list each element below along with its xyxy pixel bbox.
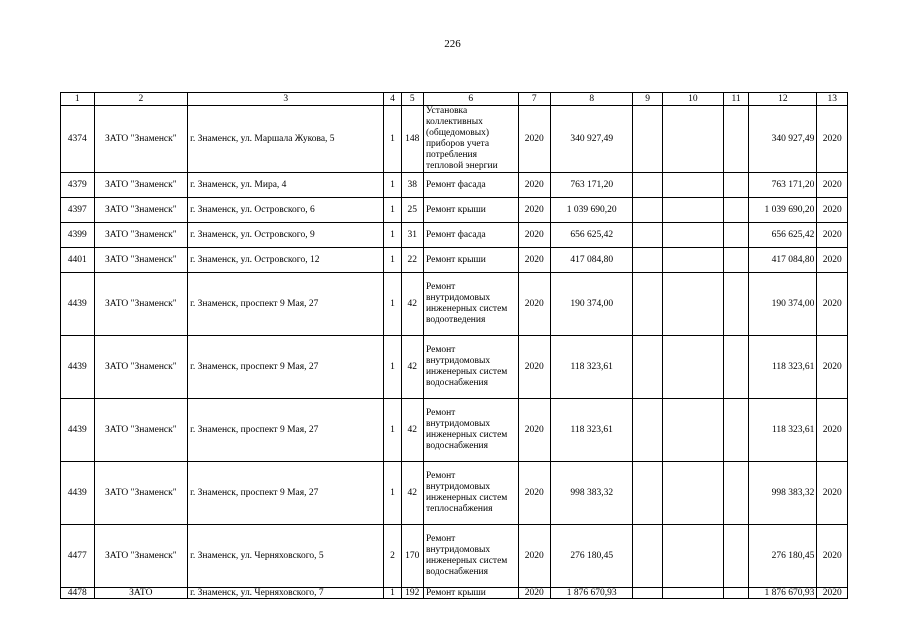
- row-number-cell: 4477: [61, 525, 95, 588]
- municipality-cell: ЗАТО "Знаменск": [94, 198, 188, 223]
- row-number-cell: 4399: [61, 223, 95, 248]
- amount-cell: 190 374,00: [551, 273, 633, 336]
- column-11-cell: [723, 336, 748, 399]
- work-type-cell: Ремонт фасада: [423, 173, 518, 198]
- column-10-cell: [662, 173, 723, 198]
- address-cell: г. Знаменск, ул. Маршала Жукова, 5: [188, 106, 384, 173]
- column-5-cell: 42: [401, 273, 423, 336]
- municipality-cell: ЗАТО "Знаменск": [94, 399, 188, 462]
- total-amount-cell: 118 323,61: [749, 336, 817, 399]
- column-10-cell: [662, 462, 723, 525]
- year-cell: 2020: [518, 525, 551, 588]
- table-row: [61, 336, 848, 399]
- row-number-cell: 4478: [61, 588, 95, 599]
- amount-cell: 417 084,80: [551, 248, 633, 273]
- column-4-cell: 1: [384, 223, 401, 248]
- table-row: [61, 106, 848, 173]
- municipality-cell: ЗАТО "Знаменск": [94, 273, 188, 336]
- column-4-cell: 1: [384, 198, 401, 223]
- total-amount-cell: 417 084,80: [749, 248, 817, 273]
- column-header: 10: [662, 93, 723, 106]
- amount-cell: 1 039 690,20: [551, 198, 633, 223]
- column-header: 11: [723, 93, 748, 106]
- table-row: [61, 248, 848, 273]
- work-type-cell: Ремонт внутридомовых инженерных систем водоотведения: [423, 273, 518, 336]
- column-11-cell: [723, 248, 748, 273]
- municipality-cell: ЗАТО "Знаменск": [94, 248, 188, 273]
- row-number-cell: 4374: [61, 106, 95, 173]
- address-cell: г. Знаменск, проспект 9 Мая, 27: [188, 399, 384, 462]
- column-header: 13: [817, 93, 848, 106]
- column-10-cell: [662, 525, 723, 588]
- column-9-cell: [633, 588, 662, 599]
- total-amount-cell: 276 180,45: [749, 525, 817, 588]
- column-5-cell: 42: [401, 399, 423, 462]
- column-10-cell: [662, 106, 723, 173]
- end-year-cell: 2020: [817, 273, 848, 336]
- year-cell: 2020: [518, 106, 551, 173]
- end-year-cell: 2020: [817, 399, 848, 462]
- column-9-cell: [633, 223, 662, 248]
- column-4-cell: 1: [384, 336, 401, 399]
- column-9-cell: [633, 173, 662, 198]
- row-number-cell: 4439: [61, 336, 95, 399]
- year-cell: 2020: [518, 336, 551, 399]
- column-5-cell: 25: [401, 198, 423, 223]
- total-amount-cell: 1 039 690,20: [749, 198, 817, 223]
- work-type-cell: Установка коллективных (общедомовых) приборов учета потребления тепловой энергии: [423, 106, 518, 173]
- end-year-cell: 2020: [817, 336, 848, 399]
- column-4-cell: 1: [384, 248, 401, 273]
- column-4-cell: 1: [384, 273, 401, 336]
- end-year-cell: 2020: [817, 198, 848, 223]
- column-10-cell: [662, 273, 723, 336]
- municipality-cell: ЗАТО "Знаменск": [94, 525, 188, 588]
- table-row: [61, 399, 848, 462]
- column-9-cell: [633, 462, 662, 525]
- work-type-cell: Ремонт фасада: [423, 223, 518, 248]
- column-5-cell: 192: [401, 588, 423, 599]
- year-cell: 2020: [518, 462, 551, 525]
- column-number-row: [61, 93, 848, 106]
- column-10-cell: [662, 588, 723, 599]
- column-10-cell: [662, 223, 723, 248]
- column-11-cell: [723, 223, 748, 248]
- year-cell: 2020: [518, 173, 551, 198]
- municipality-cell: ЗАТО "Знаменск": [94, 462, 188, 525]
- total-amount-cell: 1 876 670,93: [749, 588, 817, 599]
- municipality-cell: ЗАТО "Знаменск": [94, 106, 188, 173]
- column-11-cell: [723, 525, 748, 588]
- column-header: 9: [633, 93, 662, 106]
- address-cell: г. Знаменск, ул. Островского, 9: [188, 223, 384, 248]
- address-cell: г. Знаменск, ул. Островского, 6: [188, 198, 384, 223]
- column-4-cell: 1: [384, 399, 401, 462]
- column-11-cell: [723, 106, 748, 173]
- column-11-cell: [723, 198, 748, 223]
- column-5-cell: 170: [401, 525, 423, 588]
- total-amount-cell: 656 625,42: [749, 223, 817, 248]
- table-row: [61, 462, 848, 525]
- column-header: 7: [518, 93, 551, 106]
- row-number-cell: 4379: [61, 173, 95, 198]
- total-amount-cell: 190 374,00: [749, 273, 817, 336]
- municipality-cell: ЗАТО "Знаменск": [94, 336, 188, 399]
- amount-cell: 276 180,45: [551, 525, 633, 588]
- column-4-cell: 1: [384, 106, 401, 173]
- work-type-cell: Ремонт внутридомовых инженерных систем теплоснабжения: [423, 462, 518, 525]
- column-10-cell: [662, 198, 723, 223]
- column-header: 5: [401, 93, 423, 106]
- work-type-cell: Ремонт крыши: [423, 588, 518, 599]
- year-cell: 2020: [518, 588, 551, 599]
- table-row: [61, 588, 848, 599]
- address-cell: г. Знаменск, проспект 9 Мая, 27: [188, 273, 384, 336]
- address-cell: г. Знаменск, проспект 9 Мая, 27: [188, 462, 384, 525]
- total-amount-cell: 998 383,32: [749, 462, 817, 525]
- column-4-cell: 1: [384, 173, 401, 198]
- total-amount-cell: 340 927,49: [749, 106, 817, 173]
- column-header: 1: [61, 93, 95, 106]
- end-year-cell: 2020: [817, 173, 848, 198]
- end-year-cell: 2020: [817, 462, 848, 525]
- amount-cell: 118 323,61: [551, 399, 633, 462]
- column-9-cell: [633, 525, 662, 588]
- amount-cell: 763 171,20: [551, 173, 633, 198]
- column-5-cell: 148: [401, 106, 423, 173]
- column-5-cell: 22: [401, 248, 423, 273]
- table-body: [61, 106, 848, 599]
- end-year-cell: 2020: [817, 588, 848, 599]
- address-cell: г. Знаменск, проспект 9 Мая, 27: [188, 336, 384, 399]
- year-cell: 2020: [518, 198, 551, 223]
- column-9-cell: [633, 399, 662, 462]
- column-9-cell: [633, 106, 662, 173]
- column-11-cell: [723, 399, 748, 462]
- row-number-cell: 4397: [61, 198, 95, 223]
- column-4-cell: 2: [384, 525, 401, 588]
- amount-cell: 656 625,42: [551, 223, 633, 248]
- column-4-cell: 1: [384, 462, 401, 525]
- year-cell: 2020: [518, 399, 551, 462]
- register-table: [60, 92, 848, 599]
- column-9-cell: [633, 248, 662, 273]
- column-5-cell: 42: [401, 462, 423, 525]
- column-4-cell: 1: [384, 588, 401, 599]
- year-cell: 2020: [518, 223, 551, 248]
- table-row: [61, 273, 848, 336]
- table-row: [61, 223, 848, 248]
- work-type-cell: Ремонт внутридомовых инженерных систем водоснабжения: [423, 336, 518, 399]
- work-type-cell: Ремонт внутридомовых инженерных систем водоснабжения: [423, 399, 518, 462]
- column-9-cell: [633, 198, 662, 223]
- column-11-cell: [723, 462, 748, 525]
- end-year-cell: 2020: [817, 525, 848, 588]
- column-10-cell: [662, 336, 723, 399]
- amount-cell: 340 927,49: [551, 106, 633, 173]
- row-number-cell: 4439: [61, 273, 95, 336]
- column-5-cell: 31: [401, 223, 423, 248]
- row-number-cell: 4439: [61, 399, 95, 462]
- column-10-cell: [662, 399, 723, 462]
- total-amount-cell: 118 323,61: [749, 399, 817, 462]
- column-header: 8: [551, 93, 633, 106]
- work-type-cell: Ремонт крыши: [423, 248, 518, 273]
- column-11-cell: [723, 173, 748, 198]
- address-cell: г. Знаменск, ул. Мира, 4: [188, 173, 384, 198]
- work-type-cell: Ремонт внутридомовых инженерных систем водоснабжения: [423, 525, 518, 588]
- column-9-cell: [633, 336, 662, 399]
- end-year-cell: 2020: [817, 248, 848, 273]
- column-5-cell: 42: [401, 336, 423, 399]
- total-amount-cell: 763 171,20: [749, 173, 817, 198]
- amount-cell: 118 323,61: [551, 336, 633, 399]
- table-row: [61, 173, 848, 198]
- column-5-cell: 38: [401, 173, 423, 198]
- table-row: [61, 525, 848, 588]
- municipality-cell: ЗАТО "Знаменск": [94, 223, 188, 248]
- column-9-cell: [633, 273, 662, 336]
- row-number-cell: 4401: [61, 248, 95, 273]
- amount-cell: 998 383,32: [551, 462, 633, 525]
- work-type-cell: Ремонт крыши: [423, 198, 518, 223]
- end-year-cell: 2020: [817, 223, 848, 248]
- address-cell: г. Знаменск, ул. Островского, 12: [188, 248, 384, 273]
- column-11-cell: [723, 588, 748, 599]
- column-header: 4: [384, 93, 401, 106]
- column-header: 2: [94, 93, 188, 106]
- address-cell: г. Знаменск, ул. Черняховского, 7: [188, 588, 384, 599]
- amount-cell: 1 876 670,93: [551, 588, 633, 599]
- column-header: 6: [423, 93, 518, 106]
- address-cell: г. Знаменск, ул. Черняховского, 5: [188, 525, 384, 588]
- end-year-cell: 2020: [817, 106, 848, 173]
- column-11-cell: [723, 273, 748, 336]
- column-10-cell: [662, 248, 723, 273]
- page-number: 226: [444, 38, 461, 50]
- table-row: [61, 198, 848, 223]
- municipality-cell: ЗАТО: [94, 588, 188, 599]
- column-header: 3: [188, 93, 384, 106]
- year-cell: 2020: [518, 273, 551, 336]
- year-cell: 2020: [518, 248, 551, 273]
- row-number-cell: 4439: [61, 462, 95, 525]
- column-header: 12: [749, 93, 817, 106]
- municipality-cell: ЗАТО "Знаменск": [94, 173, 188, 198]
